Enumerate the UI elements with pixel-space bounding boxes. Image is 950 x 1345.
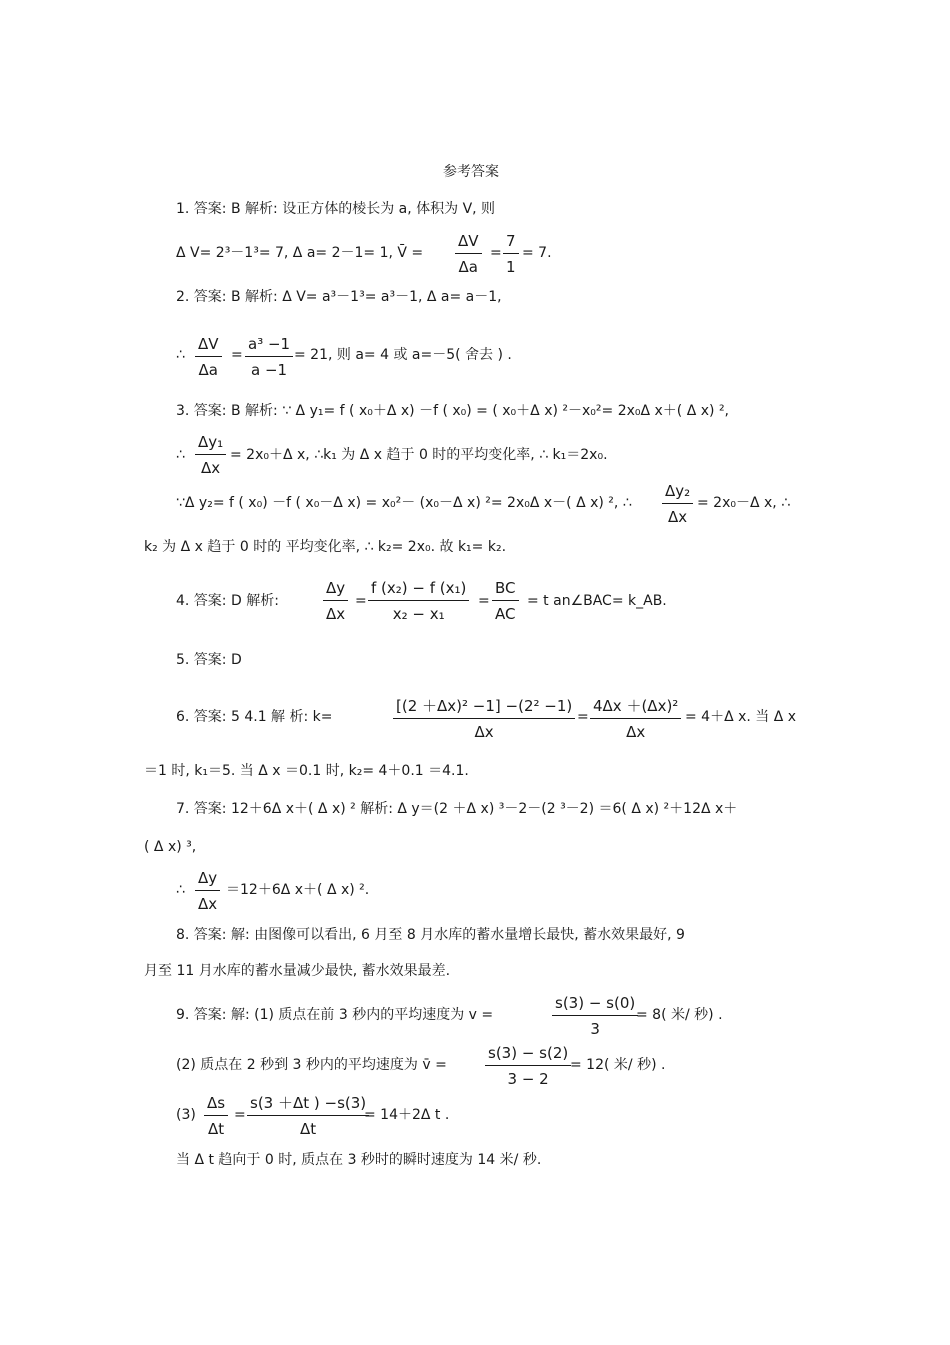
q9-line-3-pre: (3)	[176, 1107, 196, 1123]
q9-line-4: 当 Δ t 趋向于 0 时, 质点在 3 秒时的瞬时速度为 14 米/ 秒.	[176, 1152, 542, 1168]
q5-line: 5. 答案: D	[176, 652, 242, 668]
q8-line-2: 月至 11 月水库的蓄水量减少最快, 蓄水效果最差.	[144, 963, 451, 979]
q4-eq-2: =	[478, 593, 490, 609]
q4-fraction-1-num: Δy	[323, 578, 348, 601]
q3-line-2-post: = 2x₀＋Δ x, ∴k₁ 为 Δ x 趋于 0 时的平均变化率, ∴ k₁＝2x₀.	[230, 447, 608, 463]
q6-fraction-2-num: 4Δx ＋(Δx)²	[590, 696, 681, 719]
q1-fraction-1	[455, 231, 482, 277]
q9-fraction-2-num: s(3) − s(2)	[485, 1043, 571, 1066]
q2-fraction-1-num: ΔV	[195, 334, 222, 357]
q4-fraction-3	[492, 578, 519, 624]
q2-line-1: 2. 答案: B 解析: Δ V= a³－1³= a³－1, Δ a= a－1,	[176, 289, 502, 305]
q9-line-2-pre: (2) 质点在 2 秒到 3 秒内的平均速度为 v̄ =	[176, 1057, 447, 1073]
q3-fraction-1	[195, 432, 226, 478]
q4-fraction-2-den: x₂ − x₁	[392, 605, 445, 623]
q9-fraction-3	[204, 1093, 228, 1139]
q2-fraction-2-den: a −1	[251, 361, 288, 379]
q7-line-2: ( Δ x) ³,	[144, 839, 197, 855]
q2-eq: =	[231, 347, 243, 363]
q2-fraction-2	[245, 334, 293, 380]
q3-fraction-1-num: Δy₁	[195, 432, 226, 455]
q7-line-3-pre: ∴	[176, 882, 185, 898]
q4-fraction-1-den: Δx	[326, 605, 346, 623]
q1-fraction-2-num: 7	[503, 231, 519, 254]
q9-fraction-3-num: Δs	[204, 1093, 228, 1116]
q1-line-2-post: = 7.	[522, 245, 552, 261]
q6-fraction-1-num: [(2 ＋Δx)² −1] −(2² −1)	[393, 696, 575, 719]
q3-line-1: 3. 答案: B 解析: ∵ Δ y₁= f ( x₀＋Δ x) －f ( x₀) = ( x₀＋Δ x) ²－x₀²= 2x₀Δ x＋( Δ x) ²,	[176, 403, 730, 419]
q9-eq: =	[234, 1107, 246, 1123]
q4-post: = t an∠BAC= k_AB.	[527, 593, 667, 609]
q9-line-1-post: = 8( 米/ 秒) .	[636, 1007, 723, 1023]
q4-eq-1: =	[355, 593, 367, 609]
q2-line-2-pre: ∴	[176, 347, 185, 363]
q9-fraction-1-den: 3	[590, 1020, 600, 1038]
q6-fraction-2-den: Δx	[626, 723, 646, 741]
q1-fraction-2	[503, 231, 519, 277]
q6-post: = 4＋Δ x. 当 Δ x	[685, 709, 797, 725]
q4-fraction-3-den: AC	[495, 605, 516, 623]
q7-fraction-num: Δy	[195, 868, 220, 891]
q1-line-2-pre: Δ V= 2³－1³= 7, Δ a= 2－1= 1, V̄ =	[176, 245, 424, 261]
q3-line-3-post: = 2x₀－Δ x, ∴	[697, 495, 791, 511]
q4-fraction-2	[368, 578, 469, 624]
q9-fraction-4-num: s(3 ＋Δt ) −s(3)	[247, 1093, 369, 1116]
q9-fraction-3-den: Δt	[207, 1120, 225, 1138]
q3-line-4: k₂ 为 Δ x 趋于 0 时的 平均变化率, ∴ k₂= 2x₀. 故 k₁= k₂.	[144, 539, 507, 555]
q2-line-2-post: = 21, 则 a= 4 或 a=－5( 舍去 ) .	[294, 347, 512, 363]
q6-pre: 6. 答案: 5 4.1 解 析: k=	[176, 709, 333, 725]
q9-fraction-2	[485, 1043, 571, 1089]
q7-fraction-den: Δx	[198, 895, 218, 913]
q9-line-1-pre: 9. 答案: 解: (1) 质点在前 3 秒内的平均速度为 v =	[176, 1007, 494, 1023]
q6-fraction-2	[590, 696, 681, 742]
q9-fraction-1	[552, 993, 638, 1039]
q9-line-2-post: = 12( 米/ 秒) .	[570, 1057, 666, 1073]
q6-line-2: ＝1 时, k₁＝5. 当 Δ x ＝0.1 时, k₂= 4＋0.1 ＝4.1.	[144, 763, 469, 779]
q9-fraction-2-den: 3 − 2	[507, 1070, 549, 1088]
q2-fraction-2-num: a³ −1	[245, 334, 293, 357]
q7-line-1: 7. 答案: 12＋6Δ x＋( Δ x) ² 解析: Δ y＝(2 ＋Δ x) ³－2－(2 ³－2) ＝6( Δ x) ²＋12Δ x＋	[176, 801, 738, 817]
q8-line-1: 8. 答案: 解: 由图像可以看出, 6 月至 8 月水库的蓄水量增长最快, 蓄水效果最好, 9	[176, 927, 685, 943]
q3-fraction-2-num: Δy₂	[662, 481, 693, 504]
q9-fraction-4-den: Δt	[299, 1120, 317, 1138]
q9-line-3-post: = 14＋2Δ t .	[364, 1107, 450, 1123]
page-title: 参考答案	[443, 164, 499, 180]
q9-fraction-1-num: s(3) − s(0)	[552, 993, 638, 1016]
q3-line-3-pre: ∵Δ y₂= f ( x₀) －f ( x₀－Δ x) = x₀²－ (x₀－Δ x) ²= 2x₀Δ x－( Δ x) ², ∴	[176, 495, 632, 511]
q1-fraction-2-den: 1	[506, 258, 516, 276]
q7-line-3-post: ＝12＋6Δ x＋( Δ x) ².	[226, 882, 370, 898]
q3-fraction-2	[662, 481, 693, 527]
q4-fraction-3-num: BC	[492, 578, 519, 601]
q3-line-2-pre: ∴	[176, 447, 185, 463]
q6-fraction-1	[393, 696, 575, 742]
q4-fraction-2-num: f (x₂) − f (x₁)	[368, 578, 469, 601]
q6-eq: =	[577, 709, 589, 725]
q2-fraction-1	[195, 334, 222, 380]
q2-fraction-1-den: Δa	[198, 361, 218, 379]
q7-fraction	[195, 868, 220, 914]
q6-fraction-1-den: Δx	[474, 723, 494, 741]
q3-fraction-1-den: Δx	[201, 459, 221, 477]
q1-fraction-1-den: Δa	[458, 258, 478, 276]
q3-fraction-2-den: Δx	[668, 508, 688, 526]
q1-line-1: 1. 答案: B 解析: 设正方体的棱长为 a, 体积为 V, 则	[176, 201, 496, 217]
q1-fraction-1-num: ΔV	[455, 231, 482, 254]
q9-fraction-4	[247, 1093, 369, 1139]
q4-fraction-1	[323, 578, 348, 624]
q4-pre: 4. 答案: D 解析:	[176, 593, 279, 609]
q1-eq: =	[490, 245, 502, 261]
